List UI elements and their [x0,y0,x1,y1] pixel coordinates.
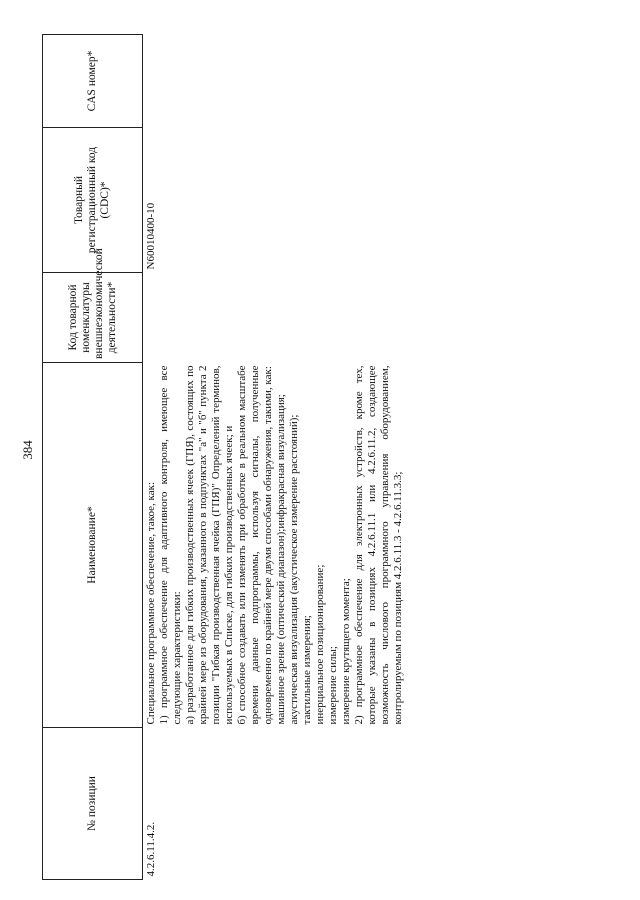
description-line: а) разработанное для гибких производственных ячеек (ГПЯ), состоящих по крайней мере из оборудования, указанного в подпунктах "а" и "б" пункта 2 позиции "Гибкая производственная ячейка (ГПЯ)" Определений терминов, используемых в Списке, для гибких производственных ячеек; и [184,365,235,725]
description-line: Специальное программное обеспечение, такое, как: [145,481,157,725]
cas-number-cell [143,35,406,128]
item-description [143,363,406,728]
table-row [143,35,406,880]
header-name: Наименование* [43,363,143,728]
description-line: тактильные измерения; [301,615,313,725]
cdc-code-cell: N60010400-10 [145,202,157,270]
header-position: № позиции [43,728,143,880]
header-tnved-code: Код товарной номенклатуры внешнеэкономической деятельности* [43,273,143,363]
description-line: инерциальное позиционирование; [314,564,326,725]
description-line: измерение силы; [327,646,339,725]
register-table [42,34,405,880]
description-line: измерение крутящего момента; [340,578,352,725]
header-cas-number: CAS номер* [43,35,143,128]
header-cdc-code: Товарный регистрационный код (CDC)* [43,128,143,273]
description-line: 2) программное обеспечение для электронных устройств, кроме тех, которые указаны в позициях 4.2.6.11.1 или 4.2.6.11.2, создающее возможность числового программного управления оборудованием, контролируемым по позициям 4.2.6.11.3 - 4.2.6.11.3.3; [353,365,404,725]
description-line: машинное зрение (оптический диапазон);инфракрасная визуализация; [275,394,287,725]
page-number: 384 [20,440,35,460]
table-header-row [43,35,143,880]
tnved-code-cell [143,273,406,363]
description-line: б) способное создавать или изменять при обработке в реальном масштабе времени данные подпрограммы, используя сигналы, полученные одновременно по крайней мере двумя способами обнаружения, такими, как: [236,365,274,725]
description-line: 1) программное обеспечение для адаптивного контроля, имеющее все следующие характеристики: [158,365,183,725]
description-line: акустическая визуализация (акустическое измерение расстояний); [288,414,300,725]
position-number: 4.2.6.11.4.2. [145,821,157,877]
